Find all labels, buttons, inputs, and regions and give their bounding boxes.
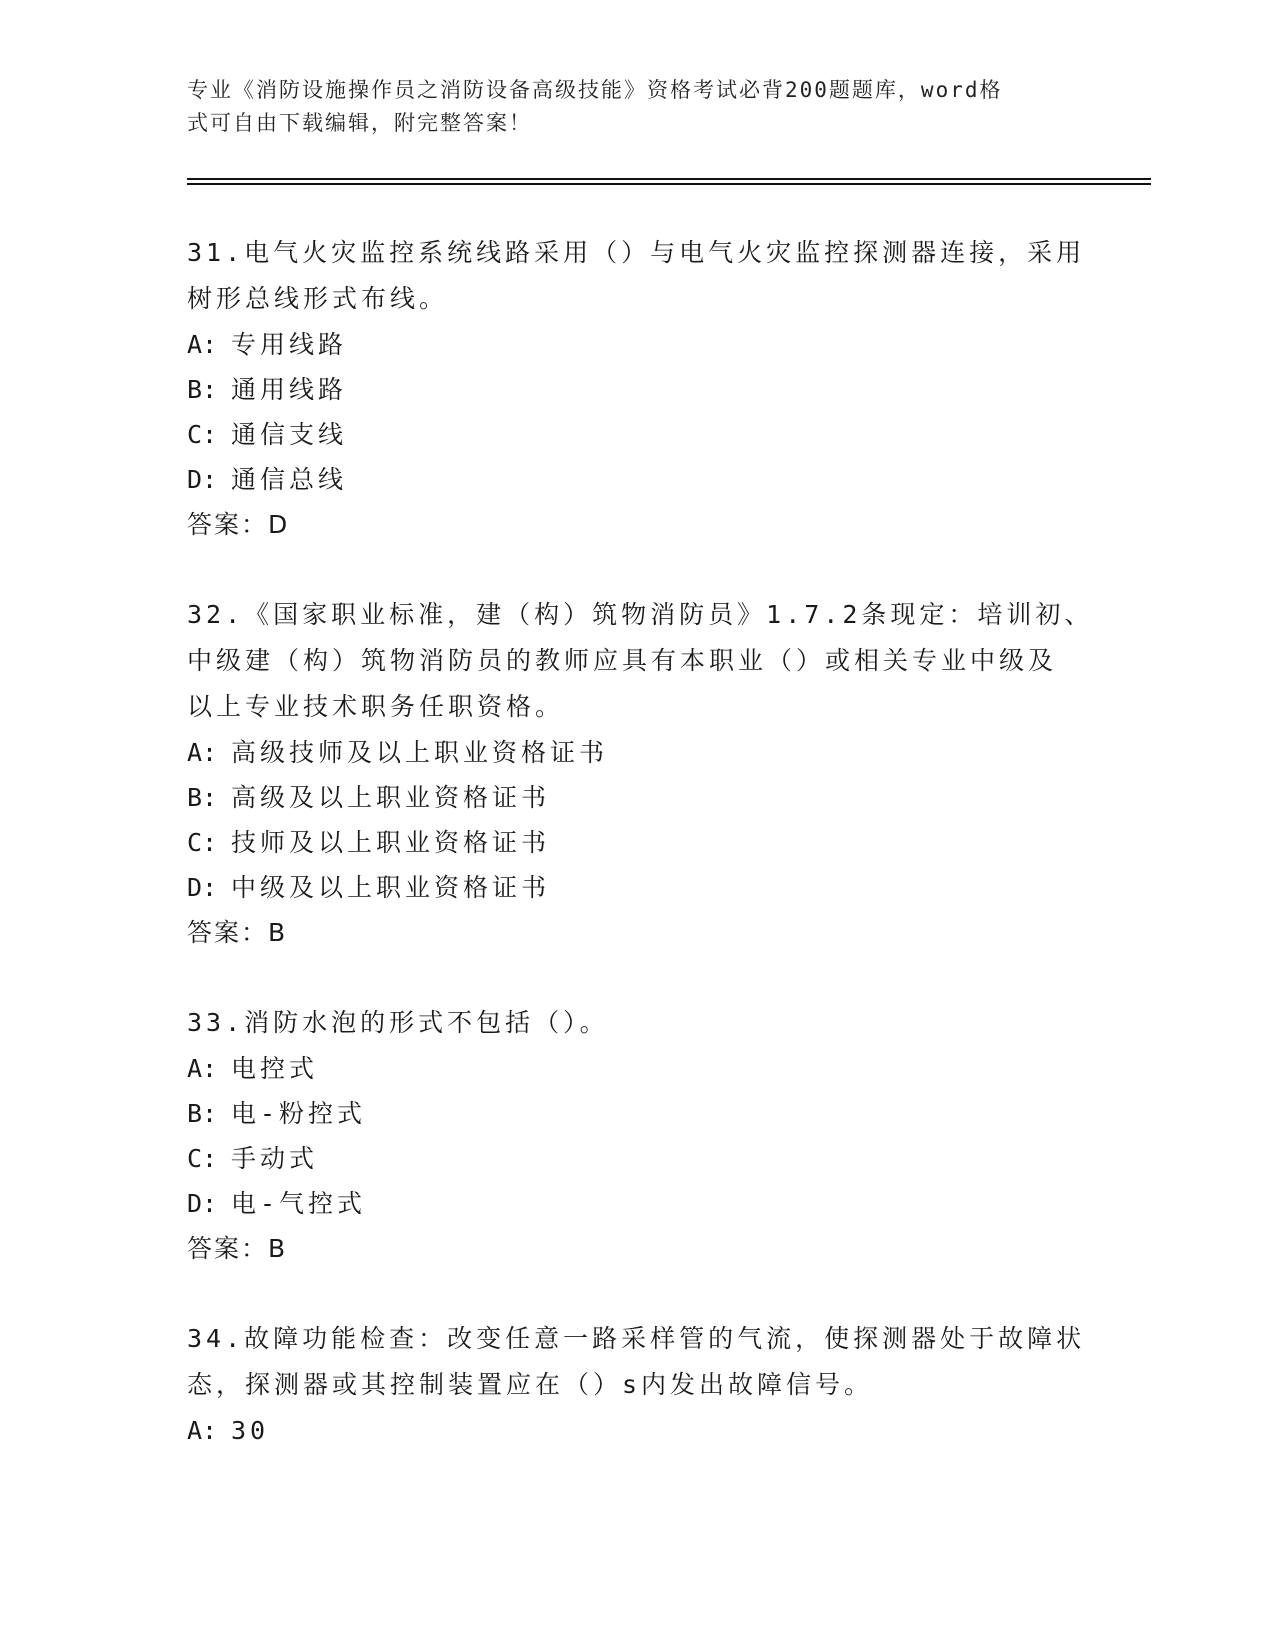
option-key: A: bbox=[187, 1054, 218, 1083]
option-b bbox=[187, 367, 1087, 412]
option-key: A: bbox=[187, 1416, 218, 1445]
answer-text: 答案：D bbox=[187, 510, 290, 539]
option-text: 电-气控式 bbox=[231, 1189, 367, 1218]
option-key: D: bbox=[187, 465, 218, 494]
option-text: 通信总线 bbox=[231, 465, 348, 494]
option-text: 高级及以上职业资格证书 bbox=[231, 783, 551, 812]
option-text: 30 bbox=[231, 1416, 270, 1445]
option-text: 通信支线 bbox=[231, 420, 348, 449]
option-d bbox=[187, 1181, 1087, 1226]
option-key: D: bbox=[187, 1189, 218, 1218]
option-a bbox=[187, 322, 1087, 367]
header-line-2: 式可自由下载编辑，附完整答案！ bbox=[187, 111, 532, 135]
question-text-line: 31.电气火灾监控系统线路采用（）与电气火灾监控探测器连接，采用 bbox=[187, 238, 1086, 267]
option-text: 中级及以上职业资格证书 bbox=[231, 873, 551, 902]
question-text-line: 33.消防水泡的形式不包括（）。 bbox=[187, 1008, 609, 1037]
question-text-line: 态，探测器或其控制装置应在（）s内发出故障信号。 bbox=[187, 1370, 874, 1399]
header-divider-top bbox=[187, 178, 1151, 180]
question-text-line: 树形总线形式布线。 bbox=[187, 284, 449, 313]
option-key: C: bbox=[187, 828, 218, 857]
option-key: B: bbox=[187, 783, 218, 812]
header-line-1: 专业《消防设施操作员之消防设备高级技能》资格考试必背200题题库，word格 bbox=[187, 78, 1003, 102]
option-text: 手动式 bbox=[231, 1144, 319, 1173]
option-key: A: bbox=[187, 738, 218, 767]
option-text: 专用线路 bbox=[231, 330, 348, 359]
question-text-line: 32.《国家职业标准，建（构）筑物消防员》1.7.2条现定：培训初、 bbox=[187, 600, 1094, 629]
question-text-line: 中级建（构）筑物消防员的教师应具有本职业（）或相关专业中级及 bbox=[187, 646, 1058, 675]
option-text: 技师及以上职业资格证书 bbox=[231, 828, 551, 857]
option-a bbox=[187, 730, 1087, 775]
option-key: C: bbox=[187, 420, 218, 449]
document-header bbox=[187, 74, 1067, 140]
answer-text: 答案：B bbox=[187, 1234, 288, 1263]
option-text: 电-粉控式 bbox=[231, 1099, 367, 1128]
question-31 bbox=[187, 230, 1087, 548]
option-d bbox=[187, 457, 1087, 502]
question-text-line: 34.故障功能检查：改变任意一路采样管的气流，使探测器处于故障状 bbox=[187, 1324, 1086, 1353]
option-d bbox=[187, 865, 1087, 910]
option-key: B: bbox=[187, 375, 218, 404]
option-text: 电控式 bbox=[231, 1054, 319, 1083]
question-list bbox=[187, 230, 1094, 1497]
option-key: A: bbox=[187, 330, 218, 359]
question-text-line: 以上专业技术职务任职资格。 bbox=[187, 692, 565, 721]
option-key: D: bbox=[187, 873, 218, 902]
option-key: C: bbox=[187, 1144, 218, 1173]
option-a bbox=[187, 1408, 1087, 1453]
question-32 bbox=[187, 592, 1094, 956]
answer-text: 答案：B bbox=[187, 918, 288, 947]
option-b bbox=[187, 775, 1087, 820]
option-a bbox=[187, 1046, 1087, 1091]
option-c bbox=[187, 820, 1087, 865]
option-c bbox=[187, 412, 1087, 457]
option-text: 通用线路 bbox=[231, 375, 348, 404]
header-divider-bottom bbox=[187, 183, 1151, 185]
option-c bbox=[187, 1136, 1087, 1181]
question-34 bbox=[187, 1316, 1087, 1453]
option-text: 高级技师及以上职业资格证书 bbox=[231, 738, 609, 767]
option-key: B: bbox=[187, 1099, 218, 1128]
option-b bbox=[187, 1091, 1087, 1136]
question-33 bbox=[187, 1000, 1087, 1272]
